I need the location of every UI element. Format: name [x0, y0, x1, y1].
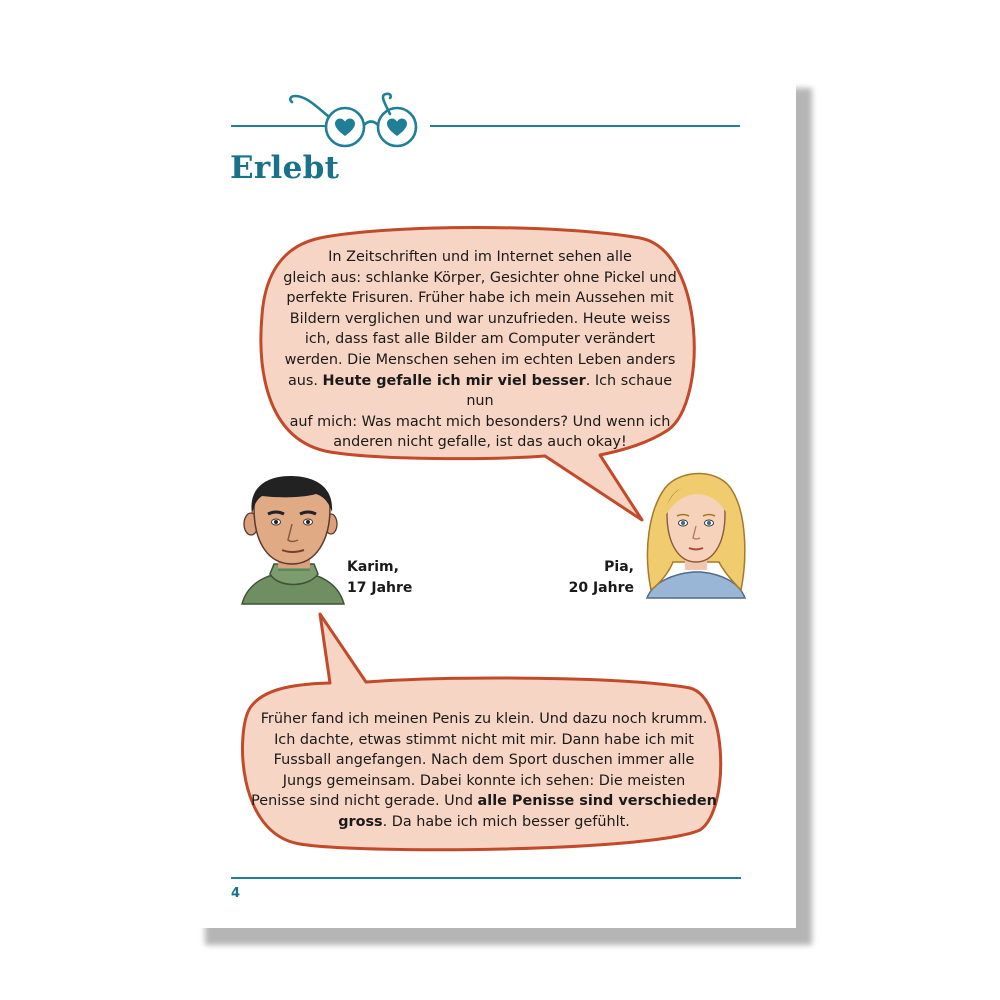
- bubble-line: Bildern verglichen und war unzufrieden. Heute weiss: [289, 310, 671, 327]
- header-rule-right: [430, 125, 740, 127]
- bubble-line: [272, 371, 688, 412]
- karim-caption: [347, 557, 412, 599]
- pia-portrait: [643, 470, 748, 600]
- karim-name: Karim,: [347, 559, 399, 575]
- bubble-line: werden. Die Menschen sehen im echten Leben anders: [284, 351, 676, 368]
- bottom-bubble-text: [246, 709, 722, 833]
- bubble-emphasis: alle Penisse sind verschieden: [477, 793, 717, 810]
- bubble-line: anderen nicht gefalle, ist das auch okay!: [333, 434, 627, 451]
- bubble-line: [246, 791, 722, 812]
- bubble-line: perfekte Frisuren. Früher habe ich mein Aussehen mit: [286, 290, 674, 307]
- page-number: 4: [231, 886, 241, 901]
- bubble-line: ich, dass fast alle Bilder am Computer verändert: [304, 331, 656, 348]
- top-bubble-text: [272, 247, 688, 453]
- bubble-line: gleich aus: schlanke Körper, Gesichter ohne Pickel und: [283, 269, 677, 286]
- karim-age: 17 Jahre: [347, 580, 413, 596]
- bubble-text-span: aus.: [287, 372, 323, 389]
- bubble-line: In Zeitschriften und im Internet sehen alle: [328, 249, 632, 265]
- bubble-emphasis: gross: [338, 813, 383, 830]
- bubble-line: Fussball angefangen. Nach dem Sport duschen immer alle: [273, 752, 695, 769]
- glasses-with-hearts-icon: [286, 88, 426, 154]
- page-title: Erlebt: [230, 150, 340, 186]
- karim-portrait: [238, 470, 348, 610]
- bubble-text-span: Penisse sind nicht gerade. Und: [251, 793, 478, 810]
- bubble-line: Früher fand ich meinen Penis zu klein. Und dazu noch krumm.: [260, 711, 708, 727]
- bubble-line: Ich dachte, etwas stimmt nicht mit mir. Dann habe ich mit: [274, 731, 694, 748]
- pia-age: 20 Jahre: [568, 580, 634, 596]
- bubble-line: Jungs gemeinsam. Dabei konnte ich sehen: Die meisten: [282, 772, 686, 789]
- bubble-line: [246, 812, 722, 833]
- bubble-line: auf mich: Was macht mich besonders? Und wenn ich: [289, 413, 671, 430]
- footer-rule: [231, 877, 741, 879]
- pia-caption: [560, 557, 634, 599]
- bubble-text-span: . Da habe ich mich besser gefühlt.: [382, 813, 630, 830]
- pia-name: Pia,: [604, 559, 634, 575]
- bubble-emphasis: Heute gefalle ich mir viel besser: [322, 372, 586, 389]
- bubble-text-span: . Ich schaue nun: [466, 372, 673, 410]
